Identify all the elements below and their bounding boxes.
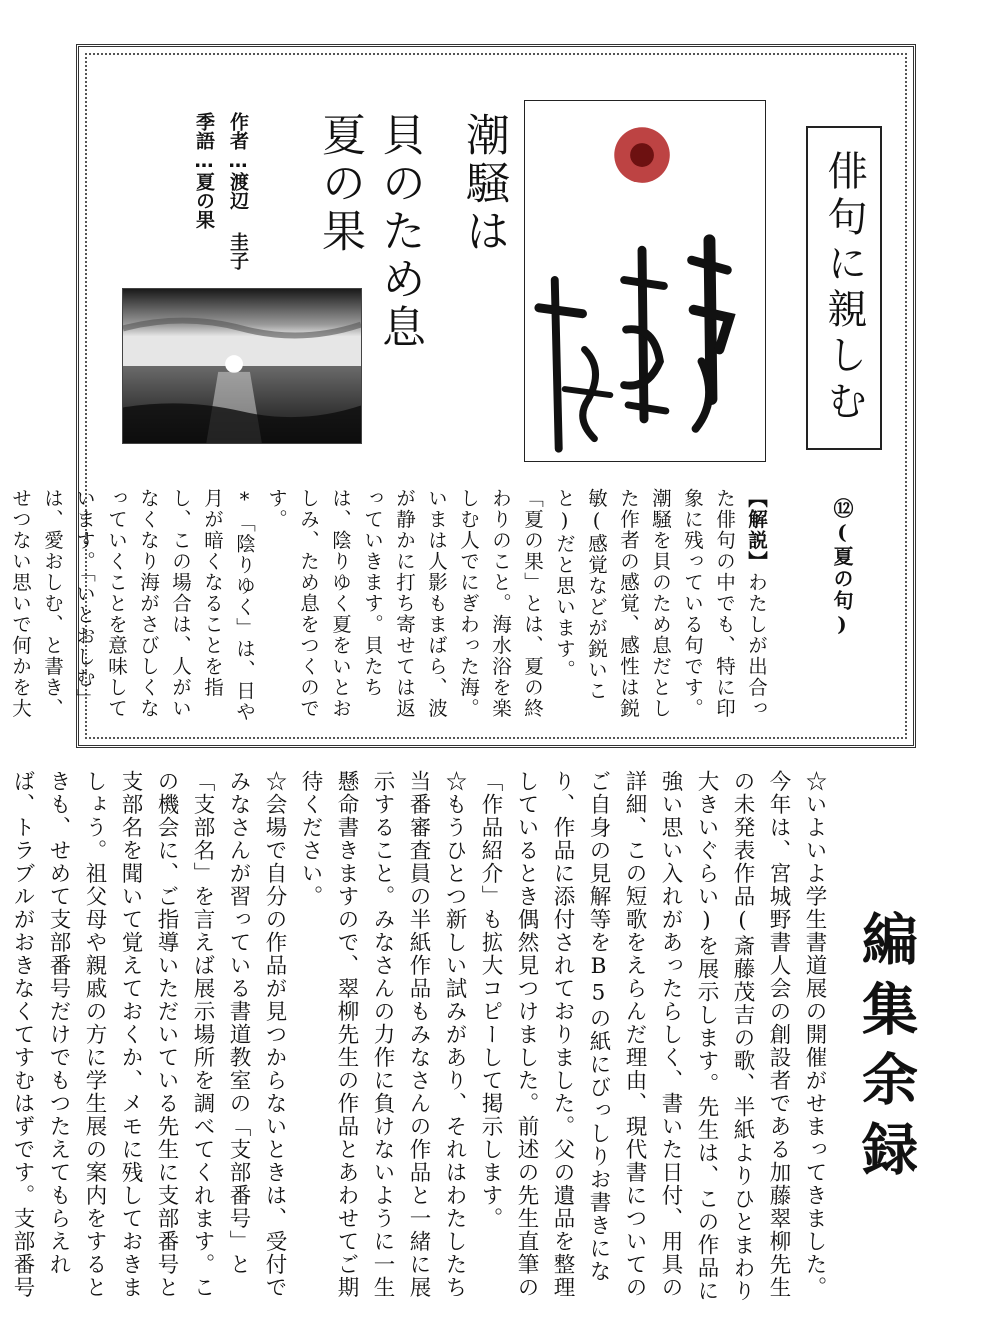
sunset-photo [122,288,362,444]
haiku-line-3: 夏の果 [314,112,365,256]
editorial-title: 編集余録 [853,910,919,1190]
commentary [9,488,772,724]
sunset-photo-image [123,289,361,443]
commentary-paragraph: 「夏の果」とは、夏の終わりのこと。海水浴を楽しむ人でにぎわった海。いまは人影もまばら、波が静かに打ち寄せては返っていきます。貝たちは、陰りゆく夏をいとおしみ、ため息をつくのです。 [265,488,544,719]
editorial-paragraph: ☆いよいよ学生書道展の開催がせまってきました。今年は、宮城野書人会の創設者である加藤翠柳先生の未発表作品(斎藤茂吉の歌、半紙よりひとまわり大きいぐらい)を展示します。先生は、この作品に強い思い入れがあったらしく、書いた日付、用具の詳細、この短歌をえらんだ理由、現代書についてのご自身の見解等をB5の紙にびっしりお書きになり、作品に添付されておりました。父の遺品を整理しているとき偶然見つけました。前述の先生直筆の「作品紹介」も拡大コピーして掲示します。 [478,770,827,1303]
calligraphy-artwork [524,100,766,462]
calligraphy-image [525,101,765,461]
haiku-kigo: 季語…夏の果 [193,112,215,229]
series-title-box [806,126,882,450]
commentary-paragraph: *「陰りゆく」は、日や月が暗くなることを指し、この場合は、人がいなくなり海がさびしくなっていくことを意味しています。「いとおしむ」は、愛おしむ、と書き、せつない思いで何かを大 [9,488,256,723]
haiku-line-1: 潮騒は [458,112,509,256]
haiku-author: 作者…渡辺 圭子 [227,112,249,270]
series-title: 俳句に親しむ [821,150,867,426]
brush-strokes [539,240,729,448]
sun-icon [225,355,243,373]
haiku-line-2: 貝のため息 [374,112,425,352]
editorial-paragraph: ☆もうひとつ新しい試みがあり、それはわたしたち当番審査員の半紙作品もみなさんの作品と一緒に展示すること。みなさんの力作に負けないように一生懸命書きますので、翠柳先生の作品とあわせてご期待ください。 [298,770,467,1299]
commentary-paragraph: 【解説】わたしが出合った俳句の中でも、特に印象に残っている句です。潮騒を貝のため息だとした作者の感覚、感性は鋭敏(感覚などが鋭いこと)だと思います。 [553,488,768,719]
commentary-heading: 【解説】 [745,488,768,572]
volume-label: ⑫(夏の句) [830,498,854,638]
editorial-paragraph: ☆会場で自分の作品が見つからないときは、受付でみなさんが習っている書道教室の「支部番号」と「支部名」を言えば展示場所を調べてくれます。この機会に、ご指導いただいている先生に支部番号と支部名を聞いて覚えておくか、メモに残しておきましょう。祖父母や親戚の方に学生展の案内をするときも、せめて支部番号だけでもつたえてもらえれば、トラブルがおきなくてすむはずです。支部番号 [10,770,287,1299]
editorial-notes [10,770,832,1310]
